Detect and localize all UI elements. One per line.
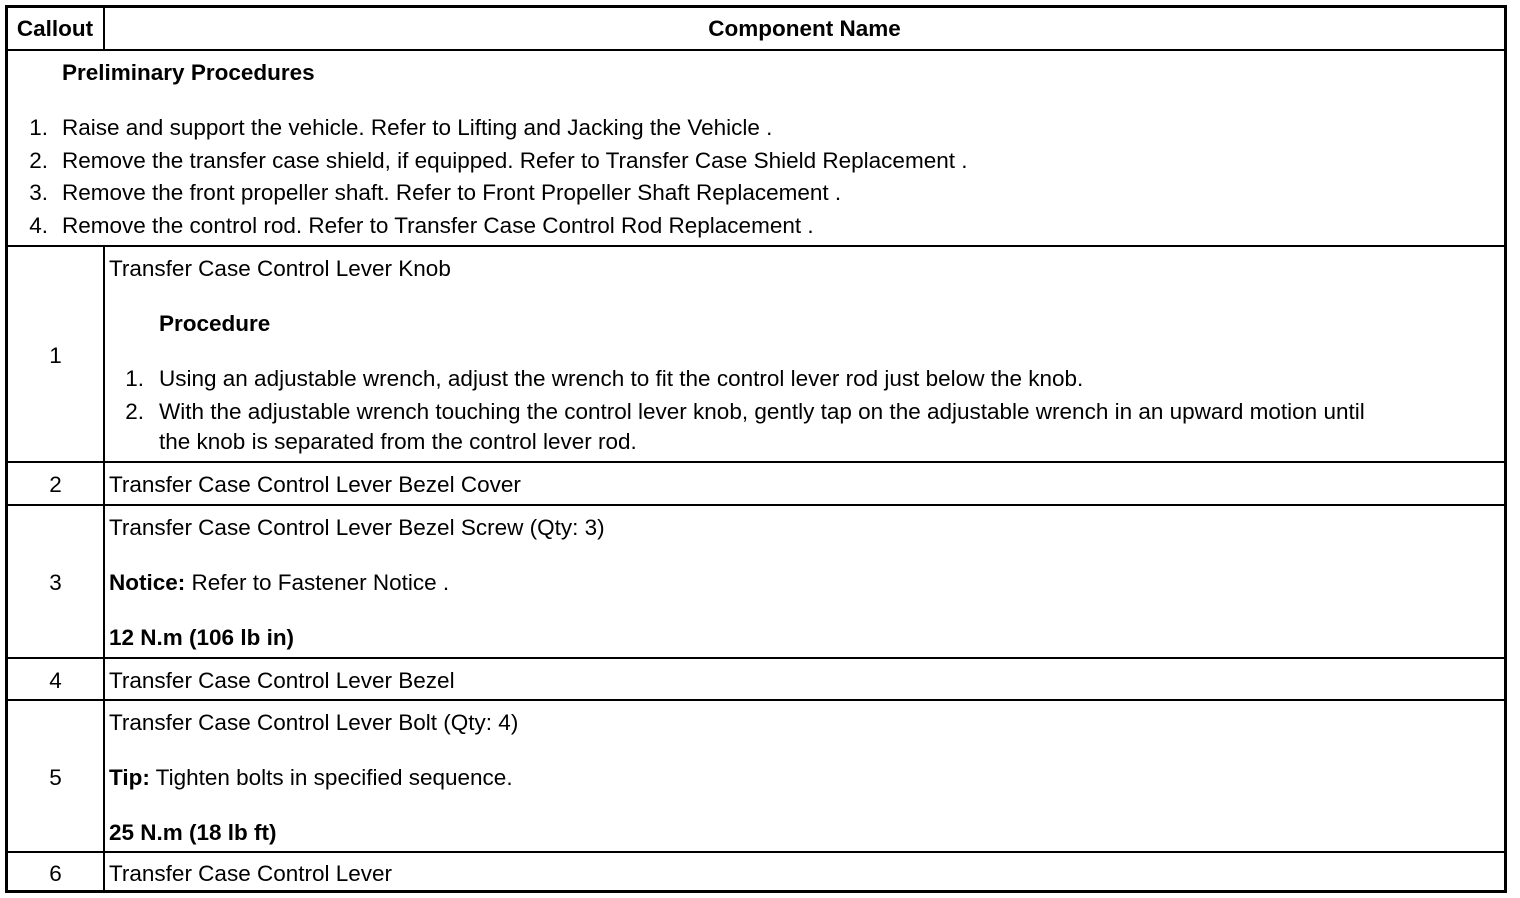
row-component-name: Transfer Case Control Lever [109,861,393,886]
table-row [8,504,1504,657]
notice-label: Notice: [109,570,186,595]
header-divider [103,8,105,49]
tip-text: Tighten bolts in specified sequence. [149,765,513,790]
preliminary-heading: Preliminary Procedures [62,60,315,85]
preliminary-procedures [8,49,1504,245]
row-component-name: Transfer Case Control Lever Knob [109,256,451,281]
preliminary-step: Remove the front propeller shaft. Refer to Front Propeller Shaft Replacement . [62,180,842,205]
row-component-name: Transfer Case Control Lever Bezel Cover [109,472,521,497]
column-divider [103,461,105,504]
step-number: 4. [29,213,48,238]
table-row [8,699,1504,851]
preliminary-step: Raise and support the vehicle. Refer to Lifting and Jacking the Vehicle . [62,115,773,140]
column-divider [103,504,105,657]
table-row [8,851,1504,890]
step-number: 1. [29,115,48,140]
step-number: 3. [29,180,48,205]
preliminary-step: Remove the control rod. Refer to Transfer Case Control Rod Replacement . [62,213,814,238]
preliminary-step: Remove the transfer case shield, if equipped. Refer to Transfer Case Shield Replacement . [62,148,968,173]
column-divider [103,245,105,461]
table-row [8,657,1504,699]
row-component-name: Transfer Case Control Lever Bezel [109,668,455,693]
column-divider [103,657,105,699]
notice-line [109,570,449,596]
row-component-name: Transfer Case Control Lever Bezel Screw (Qty: 3) [109,515,605,540]
row-callout: 4 [49,668,62,693]
tip-label: Tip: [109,765,150,790]
column-divider [103,851,105,890]
row-callout: 6 [49,861,62,886]
header-component-name: Component Name [708,16,901,41]
step-number: 1. [125,366,144,391]
table-row [8,245,1504,461]
procedure-heading: Procedure [159,311,271,336]
step-number: 2. [125,399,144,424]
row-callout: 5 [49,765,62,790]
torque-spec: 25 N.m (18 lb ft) [109,820,277,845]
notice-text: Refer to Fastener Notice . [185,570,450,595]
procedure-step: With the adjustable wrench touching the control lever knob, gently tap on the adjustable wrench in an upward motion until [159,399,1365,424]
procedure-step: Using an adjustable wrench, adjust the wrench to fit the control lever rod just below the knob. [159,366,1084,391]
row-component-name: Transfer Case Control Lever Bolt (Qty: 4) [109,710,519,735]
torque-spec: 12 N.m (106 lb in) [109,625,295,650]
column-divider [103,699,105,851]
row-callout: 1 [49,343,62,368]
step-number: 2. [29,148,48,173]
row-callout: 2 [49,472,62,497]
table-header [8,8,1504,49]
table-row [8,461,1504,504]
row-callout: 3 [49,570,62,595]
tip-line [109,765,513,791]
header-callout: Callout [16,16,94,41]
procedure-step-continued: the knob is separated from the control lever rod. [159,429,637,454]
component-table [5,5,1507,893]
